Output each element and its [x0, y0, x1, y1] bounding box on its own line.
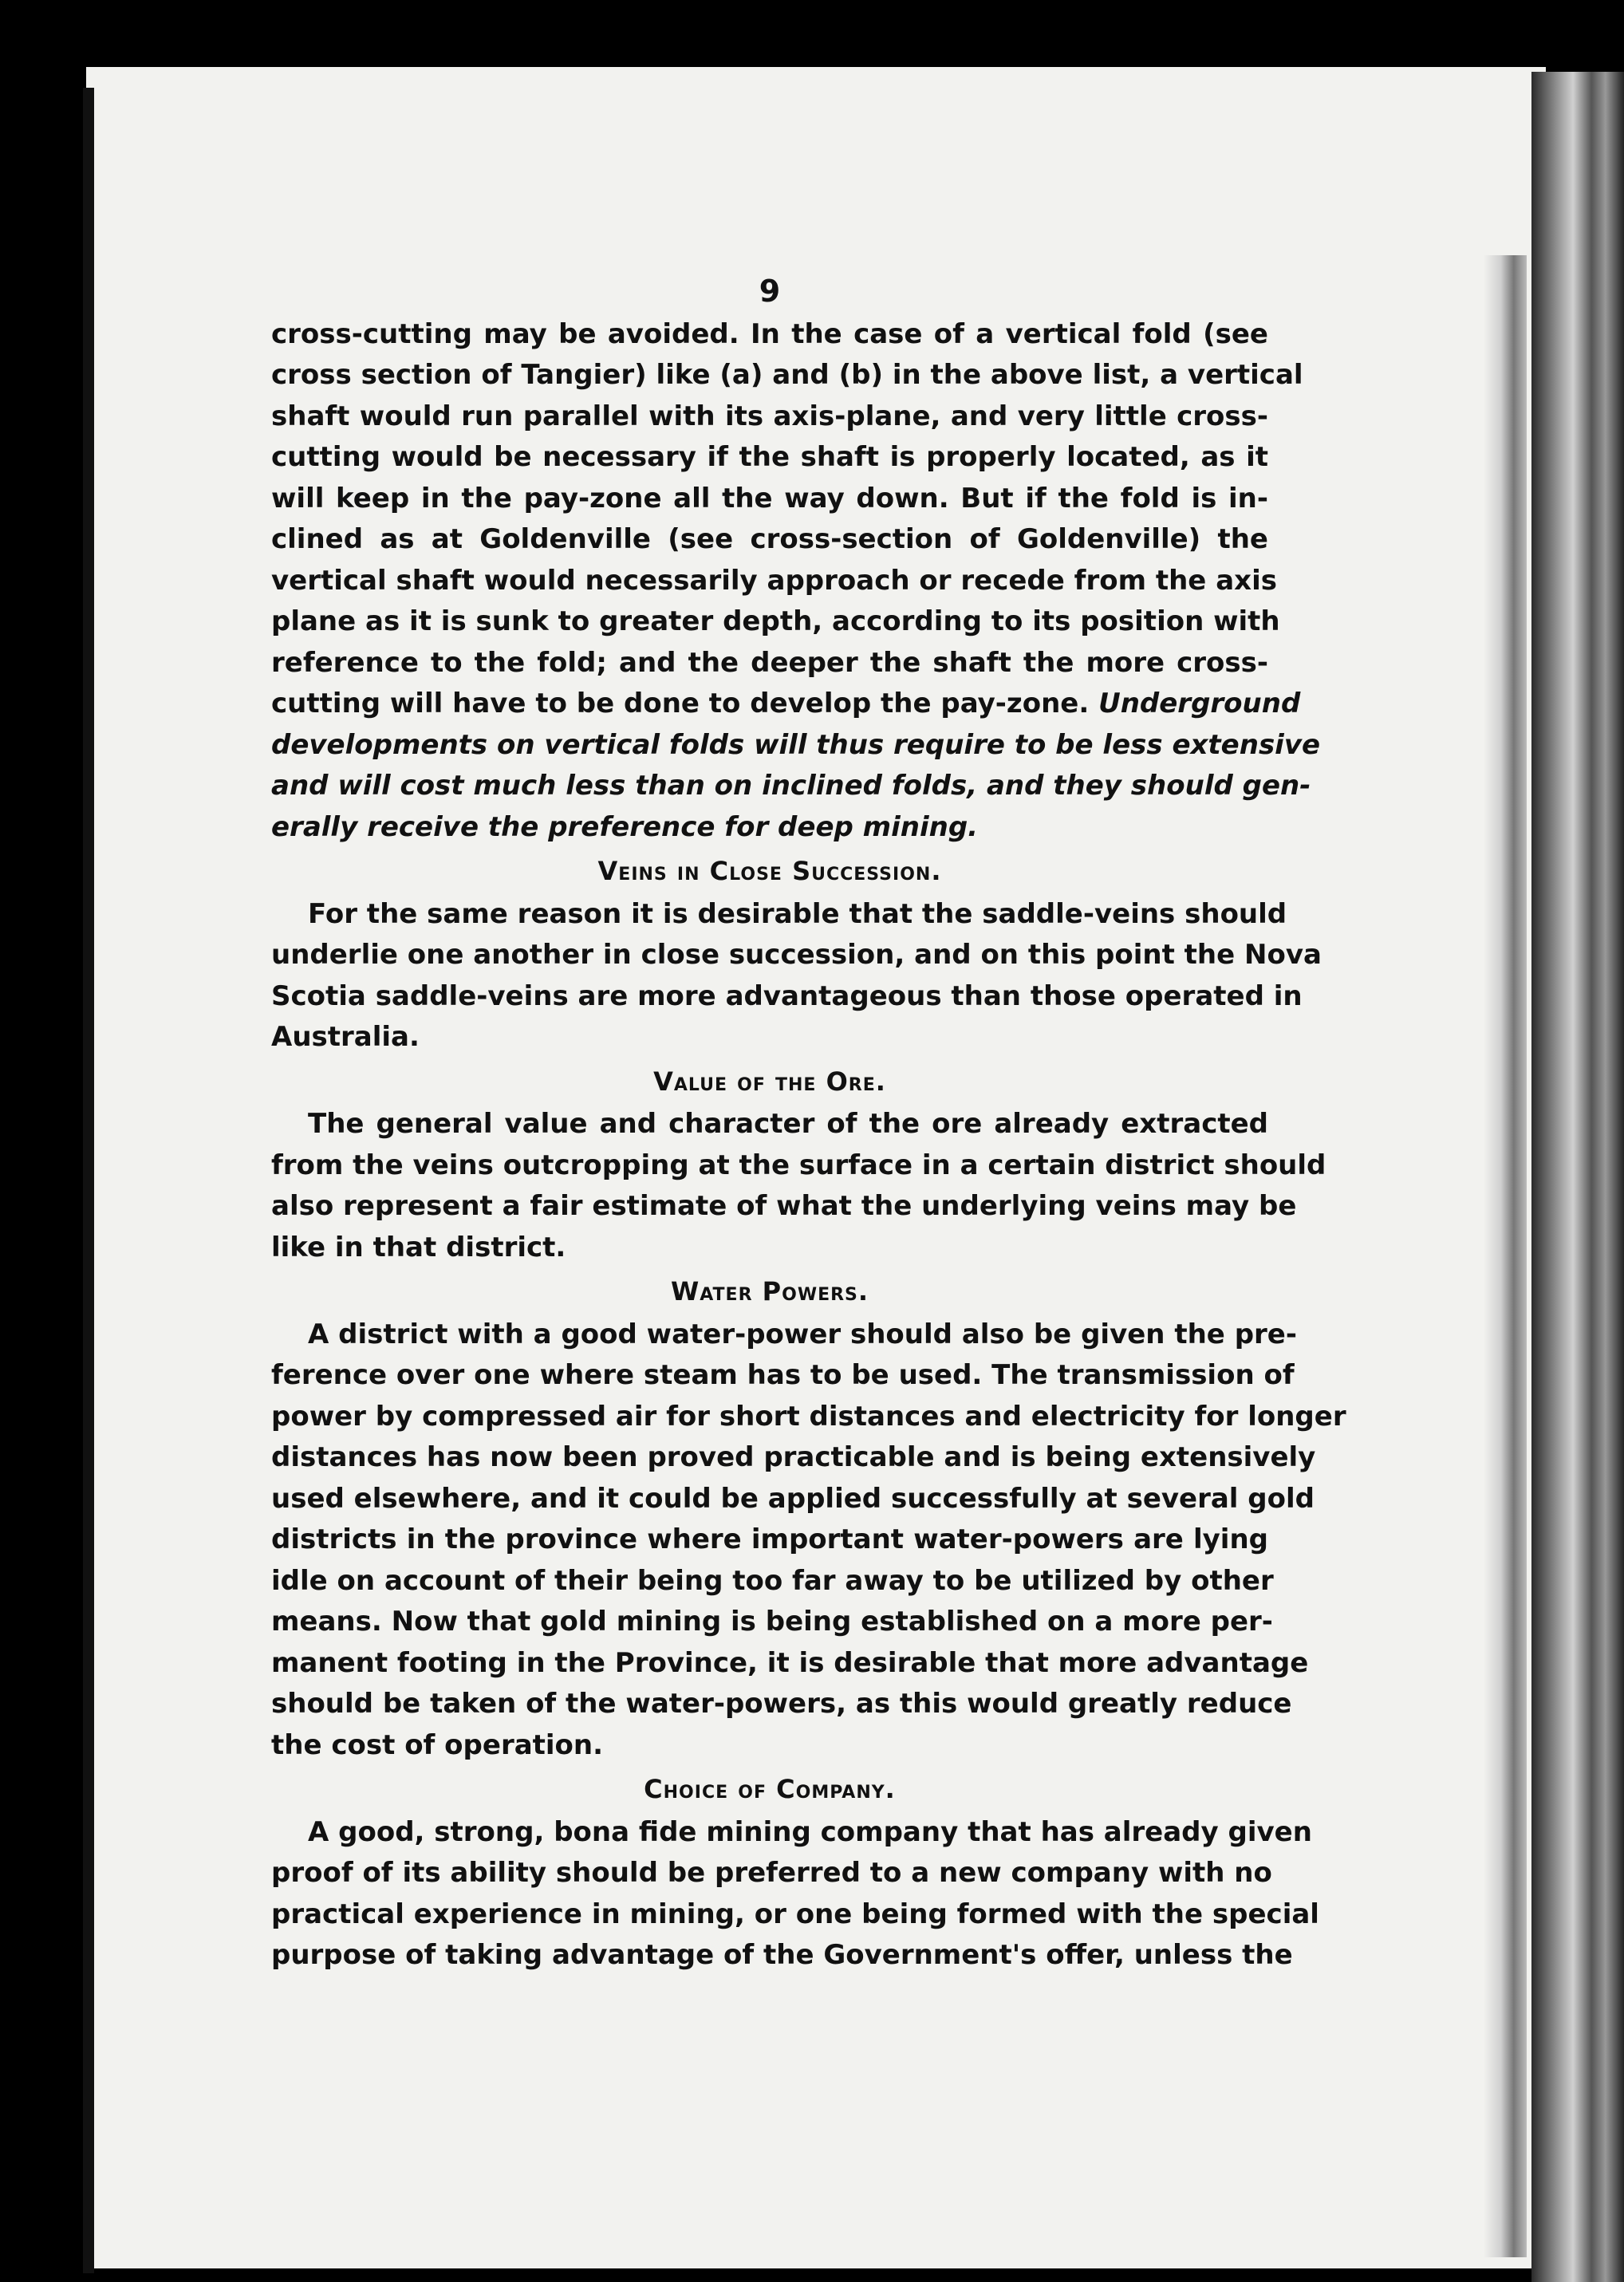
text-line: underlie one another in close succession, and on this point the Nova — [271, 939, 1322, 971]
text-line: A district with a good water-power should also be given the pre- — [308, 1318, 1297, 1350]
section-heading-value: Value of the Ore. — [653, 1066, 886, 1097]
text-line — [271, 684, 1301, 725]
text-line: clined as at Goldenville (see cross-section of Goldenville) the — [271, 523, 1268, 555]
paragraph-3 — [271, 1104, 1326, 1268]
text-line: also represent a fair estimate of what the underlying veins may be — [271, 1190, 1297, 1222]
text-line: proof of its ability should be preferred to a new company with no — [271, 1857, 1272, 1889]
text-line: cross section of Tangier) like (a) and (b) in the above list, a vertical — [271, 359, 1303, 391]
section-heading-water: Water Powers. — [670, 1276, 869, 1307]
text-line: The general value and character of the ore already extracted — [308, 1108, 1268, 1140]
right-page-edges — [1531, 72, 1624, 2282]
right-page-shadow — [1484, 255, 1527, 2257]
text-line: the cost of operation. — [271, 1728, 604, 1761]
text-line: vertical shaft would necessarily approach or recede from the axis — [271, 564, 1277, 597]
paragraph-1 — [271, 314, 1321, 849]
text-line: distances has now been proved practicable and is being extensively — [271, 1441, 1316, 1473]
text-line: reference to the fold; and the deeper the shaft the more cross- — [271, 646, 1268, 679]
paragraph-2 — [271, 894, 1322, 1058]
text-line: should be taken of the water-powers, as this would greatly reduce — [271, 1688, 1292, 1720]
text-line: districts in the province where important water-powers are lying — [271, 1523, 1268, 1555]
section-heading-company: Choice of Company. — [644, 1774, 896, 1804]
text-line: cross-cutting may be avoided. In the case of a vertical fold (see — [271, 317, 1268, 350]
italic-line: erally receive the preference for deep mining. — [271, 810, 979, 843]
text-line: purpose of taking advantage of the Government's offer, unless the — [271, 1939, 1293, 1971]
text-segment: cutting will have to be done to develop the pay-zone. — [271, 688, 1090, 719]
text-line: practical experience in mining, or one being formed with the special — [271, 1898, 1319, 1930]
text-line: Scotia saddle-veins are more advantageous than those operated in — [271, 979, 1303, 1012]
text-line: means. Now that gold mining is being established on a more per- — [271, 1606, 1273, 1638]
text-line: from the veins outcropping at the surface in a certain district should — [271, 1149, 1326, 1181]
text-line: cutting would be necessary if the shaft is properly located, as it — [271, 441, 1268, 473]
text-line: shaft would run parallel with its axis-plane, and very little cross- — [271, 400, 1268, 432]
text-line: ference over one where steam has to be used. The transmission of — [271, 1359, 1295, 1391]
paragraph-5 — [271, 1812, 1319, 1977]
italic-line: developments on vertical folds will thus require to be less extensive — [271, 728, 1321, 761]
paragraph-4 — [271, 1314, 1346, 1767]
left-binding-edge — [83, 88, 94, 2273]
section-heading-veins: Veins in Close Succession. — [597, 856, 942, 886]
document-text — [271, 271, 1346, 1977]
text-line: plane as it is sunk to greater depth, according to its position with — [271, 605, 1280, 637]
text-line: manent footing in the Province, it is desirable that more advantage — [271, 1646, 1309, 1679]
text-line: power by compressed air for short distances and electricity for longer — [271, 1400, 1346, 1433]
text-line: For the same reason it is desirable that the saddle-veins should — [308, 897, 1287, 930]
text-line: like in that district. — [271, 1231, 566, 1263]
text-line: Australia. — [271, 1021, 420, 1053]
text-line: A good, strong, bona fide mining company that has already given — [308, 1815, 1312, 1848]
italic-segment: Underground — [1098, 688, 1301, 719]
text-line: will keep in the pay-zone all the way down. But if the fold is in- — [271, 482, 1268, 514]
italic-line: and will cost much less than on inclined folds, and they should gen- — [271, 770, 1311, 802]
page-number: 9 — [759, 274, 781, 309]
text-line: used elsewhere, and it could be applied successfully at several gold — [271, 1482, 1315, 1515]
text-line: idle on account of their being too far away to be utilized by other — [271, 1564, 1274, 1597]
